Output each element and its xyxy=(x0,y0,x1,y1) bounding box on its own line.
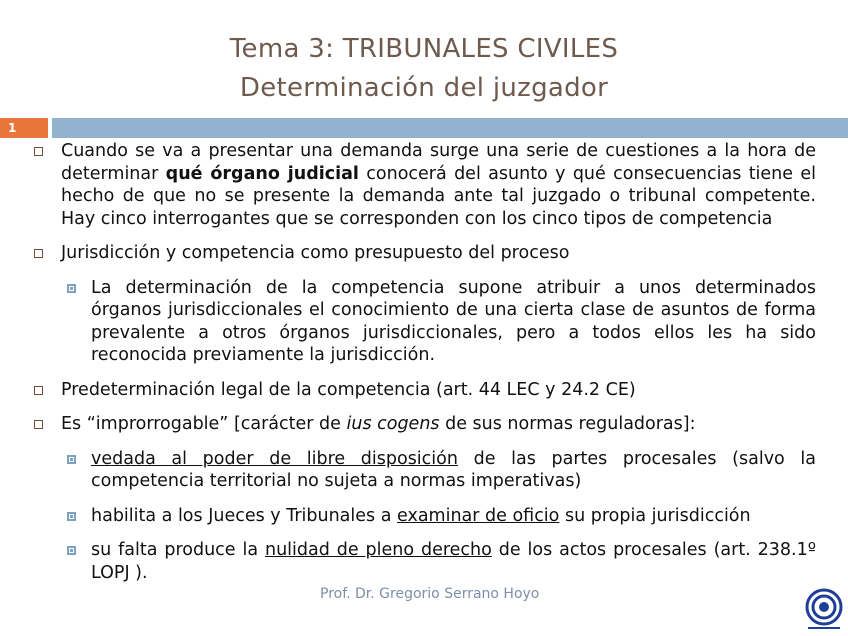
sub-bullet-2-1 xyxy=(30,277,816,367)
bullet-4-text-b: de sus normas reguladoras]: xyxy=(439,414,696,434)
bullet-4 xyxy=(30,413,816,436)
filled-square-bullet-icon xyxy=(67,455,76,464)
header-bar xyxy=(52,118,848,138)
sub-bullet-4-3-text-a: su falta produce la xyxy=(91,540,265,560)
sub-bullet-4-3-text-b: de los actos procesales (art. 238.1º LOPJ ). xyxy=(91,540,816,583)
title-line-2: Determinación del juzgador xyxy=(239,73,609,103)
sub-bullet-4-1-underlined: vedada al poder de libre disposición xyxy=(91,448,458,469)
bullet-2-text: Jurisdicción y competencia como presupuesto del proceso xyxy=(61,243,570,263)
bullet-1-text-a: Cuando se va a presentar una demanda surge una serie de cuestiones a la hora de determinar xyxy=(61,141,816,184)
sub-bullet-4-2-text-a: habilita a los Jueces y Tribunales a xyxy=(91,505,397,526)
sub-bullet-2-1-text: La determinación de la competencia supone atribuir a unos determinados órganos jurisdiccionales el conocimiento de una cierta clase de asuntos de forma prevalente a otros órganos jurisdiccionales, pero a todos ellos les ha sido reconocida previamente la jurisdicción. xyxy=(91,277,816,365)
bullet-1-text-b: conocerá del asunto y qué consecuencias tiene el hecho de que no se presente la demanda ante tal juzgado o tribunal competente. Hay cinco interrogantes que se corresponden con los cinco tipos de competencia xyxy=(61,163,817,229)
bullet-4-text-a: Es “improrrogable” [carácter de xyxy=(61,414,347,434)
bullet-3 xyxy=(30,379,816,402)
slide-number: 1 xyxy=(0,118,48,138)
sub-bullet-4-2-text-b: su propia jurisdicción xyxy=(559,505,751,526)
square-bullet-icon xyxy=(34,386,43,395)
sub-bullet-4-2-underlined: examinar de oficio xyxy=(397,505,560,526)
bullet-3-text: Predeterminación legal de la competencia (art. 44 LEC y 24.2 CE) xyxy=(61,379,636,400)
square-bullet-icon xyxy=(34,147,43,156)
sub-bullet-4-3-underlined: nulidad de pleno derecho xyxy=(264,540,492,560)
slide-content xyxy=(30,140,816,596)
sub-bullet-4-3 xyxy=(30,539,816,584)
filled-square-bullet-icon xyxy=(67,512,76,521)
square-bullet-icon xyxy=(34,420,43,429)
title-line-1: Tema 3: TRIBUNALES CIVILES xyxy=(229,34,619,64)
square-bullet-icon xyxy=(34,249,43,258)
university-logo-icon xyxy=(804,588,844,632)
filled-square-bullet-icon xyxy=(67,284,76,293)
sub-bullet-4-1 xyxy=(30,448,816,493)
bullet-1 xyxy=(30,140,816,230)
slide-title xyxy=(0,30,848,108)
bullet-1-bold: qué órgano judicial xyxy=(165,163,359,184)
footer-author: Prof. Dr. Gregorio Serrano Hoyo xyxy=(320,586,540,602)
bullet-2 xyxy=(30,242,816,265)
sub-bullet-4-1-text: de las partes procesales (salvo la competencia territorial no sujeta a normas imperativas) xyxy=(91,448,816,491)
filled-square-bullet-icon xyxy=(67,546,76,555)
sub-bullet-4-2 xyxy=(30,505,816,528)
bullet-4-italic: ius cogens xyxy=(346,414,440,434)
